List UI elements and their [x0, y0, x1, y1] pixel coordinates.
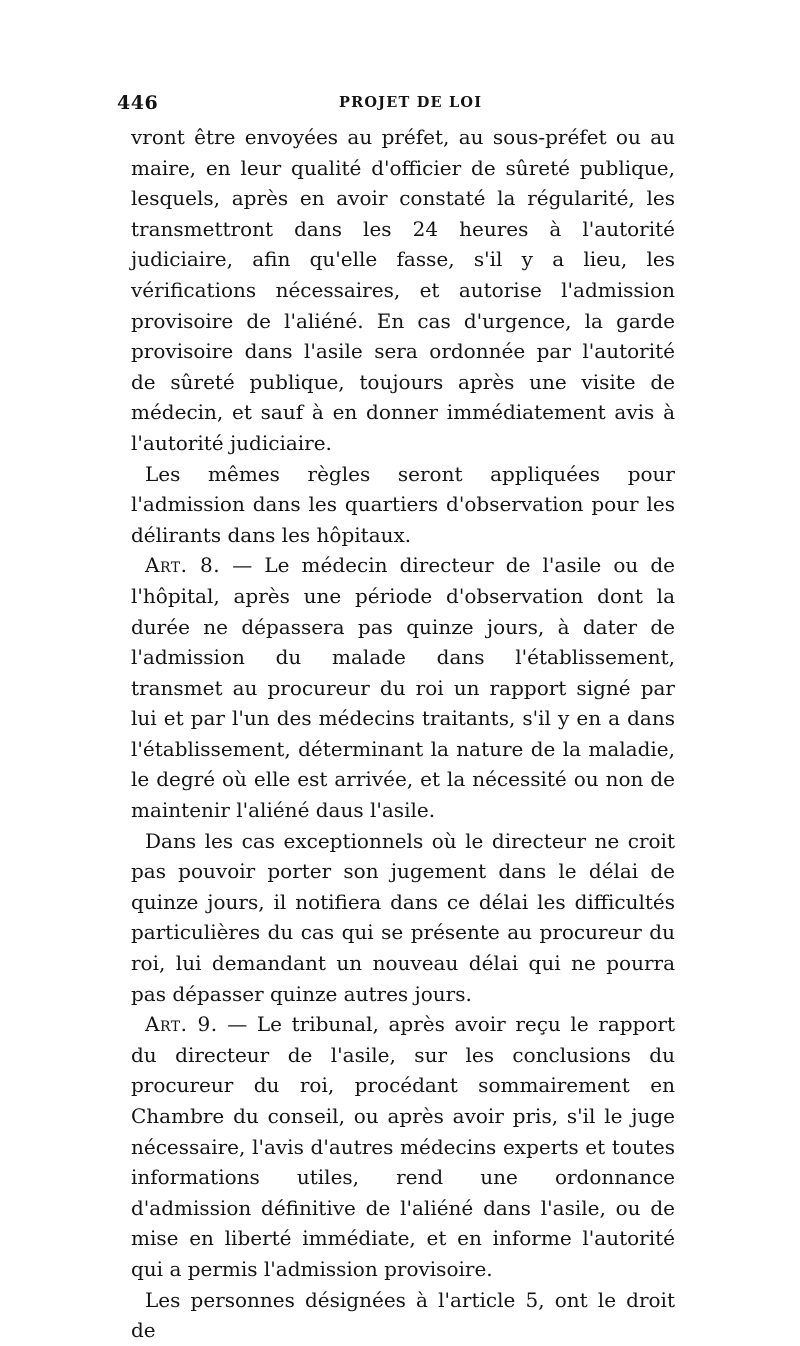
- paragraph-article-9: [131, 1009, 675, 1284]
- article-8-label: Art. 8.: [145, 553, 221, 578]
- article-9-text: — Le tribunal, après avoir reçu le rapport du directeur de l'asile, sur les conclusions du procureur du roi, procédant sommairement en Chambre du conseil, ou après avoir pris, s'il le juge nécessaire, l'avis d'autres médecins experts et toutes informations utiles, rend une ordonnance d'admission définitive de l'aliéné dans l'asile, ou de mise en liberté immédiate, et en informe l'autorité qui a permis l'admission provisoire.: [131, 1012, 675, 1281]
- paragraph-observation-wards: Les mêmes règles seront appliquées pour l'admission dans les quartiers d'observation pour les délirants dans les hôpitaux.: [131, 461, 675, 547]
- running-title: PROJET DE LOI: [339, 94, 483, 111]
- paragraph-persons-designated: Les personnes désignées à l'article 5, ont le droit de: [131, 1287, 675, 1343]
- paragraph-article-8: [131, 550, 675, 825]
- page-number: 446: [117, 92, 159, 114]
- article-8-text: — Le médecin directeur de l'asile ou de l'hôpital, après une période d'observation dont la durée ne dépassera pas quinze jours, à dater de l'admission du malade dans l'établissement, transmet au procureur du roi un rapport signé par lui et par l'un des médecins traitants, s'il y en a dans l'établissement, déterminant la nature de la maladie, le degré où elle est arrivée, et la nécessité ou non de maintenir l'aliéné daus l'asile.: [131, 553, 675, 823]
- body-text: [131, 122, 675, 1346]
- article-9-label: Art. 9.: [145, 1012, 218, 1037]
- paragraph-continued: vront être envoyées au préfet, au sous-préfet ou au maire, en leur qualité d'officier de sûreté publique, lesquels, après en avoir constaté la régularité, les transmettront dans les 24 heures à l'autorité judiciaire, afin qu'elle fasse, s'il y a lieu, les vérifications nécessaires, et autorise l'admission provisoire de l'aliéné. En cas d'urgence, la garde provisoire dans l'asile sera ordonnée par l'autorité de sûreté publique, toujours après une visite de médecin, et sauf à en donner immédiatement avis à l'autorité judiciaire.: [131, 125, 675, 455]
- running-head: [117, 92, 677, 118]
- paragraph-exceptional-cases: Dans les cas exceptionnels où le directeur ne croit pas pouvoir porter son jugement dans le délai de quinze jours, il notifiera dans ce délai les difficultés particulières du cas qui se présente au procureur du roi, lui demandant un nouveau délai qui ne pourra pas dépasser quinze autres jours.: [131, 828, 675, 1006]
